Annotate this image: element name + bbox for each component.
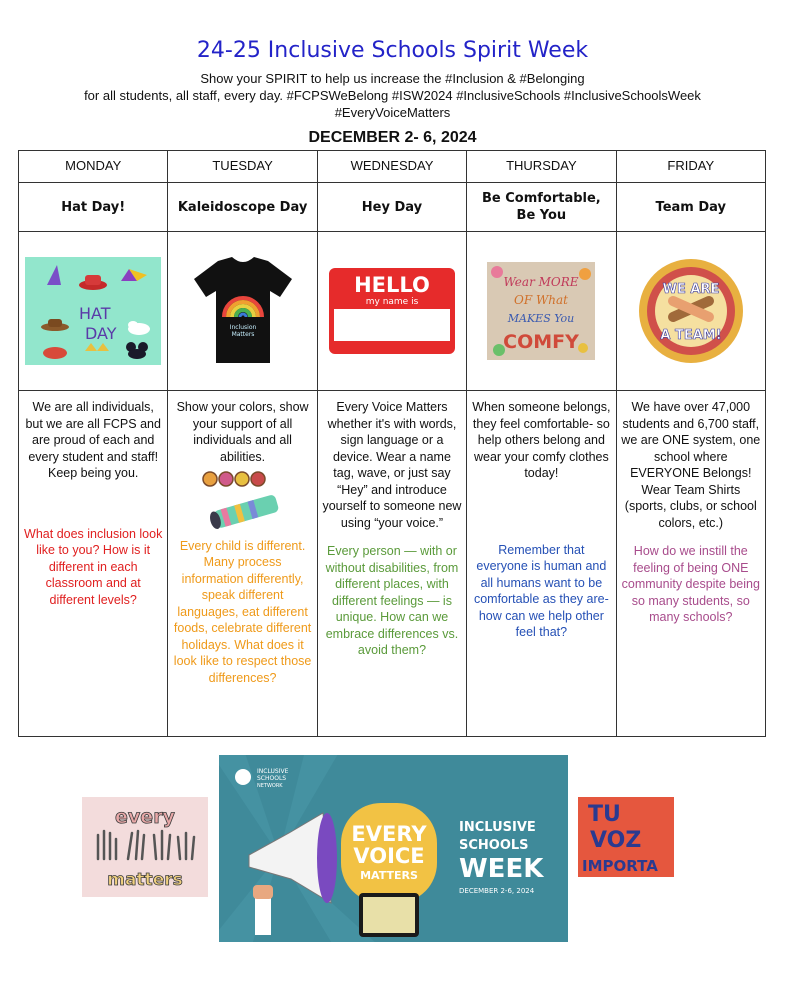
event-date: DECEMBER 2- 6, 2024 — [308, 129, 477, 146]
bubble-text-2: VOICE — [353, 844, 425, 868]
sign-text-matters: matters — [107, 870, 183, 890]
week-text-3: WEEK — [459, 854, 544, 884]
shirt-text-2: Matters — [231, 331, 254, 338]
tu-voz-importa-sign-image — [578, 797, 674, 877]
day-monday: MONDAY — [19, 151, 168, 183]
description-thursday: When someone belongs, they feel comfortable- so help others belong and wear your comfy clothes today! — [472, 400, 611, 480]
day-tuesday: TUESDAY — [168, 151, 317, 183]
theme-thursday: Be Comfortable, Be You — [467, 183, 616, 232]
theme-wednesday: Hey Day — [317, 183, 466, 232]
sign-text-importa: IMPORTA — [582, 857, 658, 875]
inclusive-schools-week-banner-image — [219, 755, 568, 942]
description-tuesday: Show your colors, show your support of all individuals and all abilities. — [176, 400, 309, 464]
sign-text-every: every — [115, 806, 175, 828]
kaleidoscope-image — [172, 471, 312, 536]
sign-text-tu: TU — [588, 802, 621, 827]
day-friday: FRIDAY — [616, 151, 765, 183]
kaleidoscope-shirt-image — [188, 255, 298, 367]
page-title: 24-25 Inclusive Schools Spirit Week — [196, 38, 589, 63]
week-dates: DECEMBER 2-6, 2024 — [459, 887, 535, 895]
team-text-2: A TEAM! — [660, 328, 722, 343]
description-wednesday: Every Voice Matters whether it's with words, sign language or a device. Wear a name tag, wave, or just say “Hey” and introduce yourself to someone new using “your voice.” — [322, 400, 462, 530]
week-text-2: SCHOOLS — [459, 838, 529, 853]
description-friday: We have over 47,000 students and 6,700 staff, we are ONE system, one school where EVERYONE Belongs! Wear Team Shirts (sports, clubs, or school colors, etc.) — [621, 400, 761, 530]
question-wednesday: Every person — with or without disabilities, from different places, with different feelings — is unique. How can we embrace differences vs. avoid them? — [325, 544, 459, 657]
theme-tuesday: Kaleidoscope Day — [168, 183, 317, 232]
my-name-is-text: my name is — [365, 297, 419, 307]
hat-day-image — [25, 257, 161, 365]
team-badge-image — [637, 257, 745, 365]
intro-line-1: Show your SPIRIT to help us increase the #Inclusion & #Belonging — [200, 71, 585, 86]
question-tuesday: Every child is different. Many process information differently, speak different languages, eat different foods, celebrate different holidays. What does it look like to respect those differences? — [173, 538, 312, 685]
description-monday: We are all individuals, but we are all FCPS and are proud of each and every student and staff! Keep being you. — [25, 400, 161, 480]
theme-monday: Hat Day! — [19, 183, 168, 232]
hat-image-text-2: DAY — [85, 324, 117, 343]
team-text-1: WE ARE — [662, 282, 720, 297]
comfy-text-1: Wear MORE — [503, 275, 579, 289]
spirit-week-table — [18, 150, 766, 737]
theme-friday: Team Day — [616, 183, 765, 232]
hello-name-tag-image — [329, 268, 455, 354]
intro-line-3: #EveryVoiceMatters — [334, 105, 451, 120]
comfy-text-4: COMFY — [503, 331, 580, 353]
intro-text — [0, 70, 785, 121]
question-friday: How do we instill the feeling of being ONE community despite being so many students, so many schools? — [621, 544, 760, 624]
question-monday: What does inclusion look like to you? How is it different in each classroom and at different levels? — [24, 526, 163, 607]
day-thursday: THURSDAY — [467, 151, 616, 183]
question-thursday: Remember that everyone is human and all humans want to be comfortable as they are- how can we help other feel that? — [473, 542, 609, 639]
comfy-sign-image — [487, 262, 595, 360]
comfy-text-3: MAKES You — [508, 312, 575, 325]
bubble-text-3: MATTERS — [360, 869, 418, 882]
hello-text: HELLO — [354, 273, 430, 297]
week-text-1: INCLUSIVE — [459, 820, 536, 835]
shirt-text-1: Inclusion — [229, 324, 256, 331]
network-text-3: NETWORK — [257, 783, 283, 789]
intro-line-2: for all students, all staff, every day. #FCPSWeBelong #ISW2024 #InclusiveSchools #InclusiveSchoolsWeek — [84, 88, 701, 103]
every-voice-matters-sign-image — [82, 797, 208, 897]
descriptions-row — [19, 391, 766, 737]
images-row — [19, 232, 766, 391]
bubble-text-1: EVERY — [351, 822, 427, 846]
comfy-text-2: OF What — [514, 293, 569, 307]
day-wednesday: WEDNESDAY — [317, 151, 466, 183]
network-text-1: INCLUSIVE — [257, 768, 289, 775]
network-text-2: SCHOOLS — [257, 775, 287, 782]
themes-row — [19, 183, 766, 232]
days-row — [19, 151, 766, 183]
hat-image-text-1: HAT — [79, 304, 111, 323]
sign-text-voz: VOZ — [590, 828, 642, 853]
